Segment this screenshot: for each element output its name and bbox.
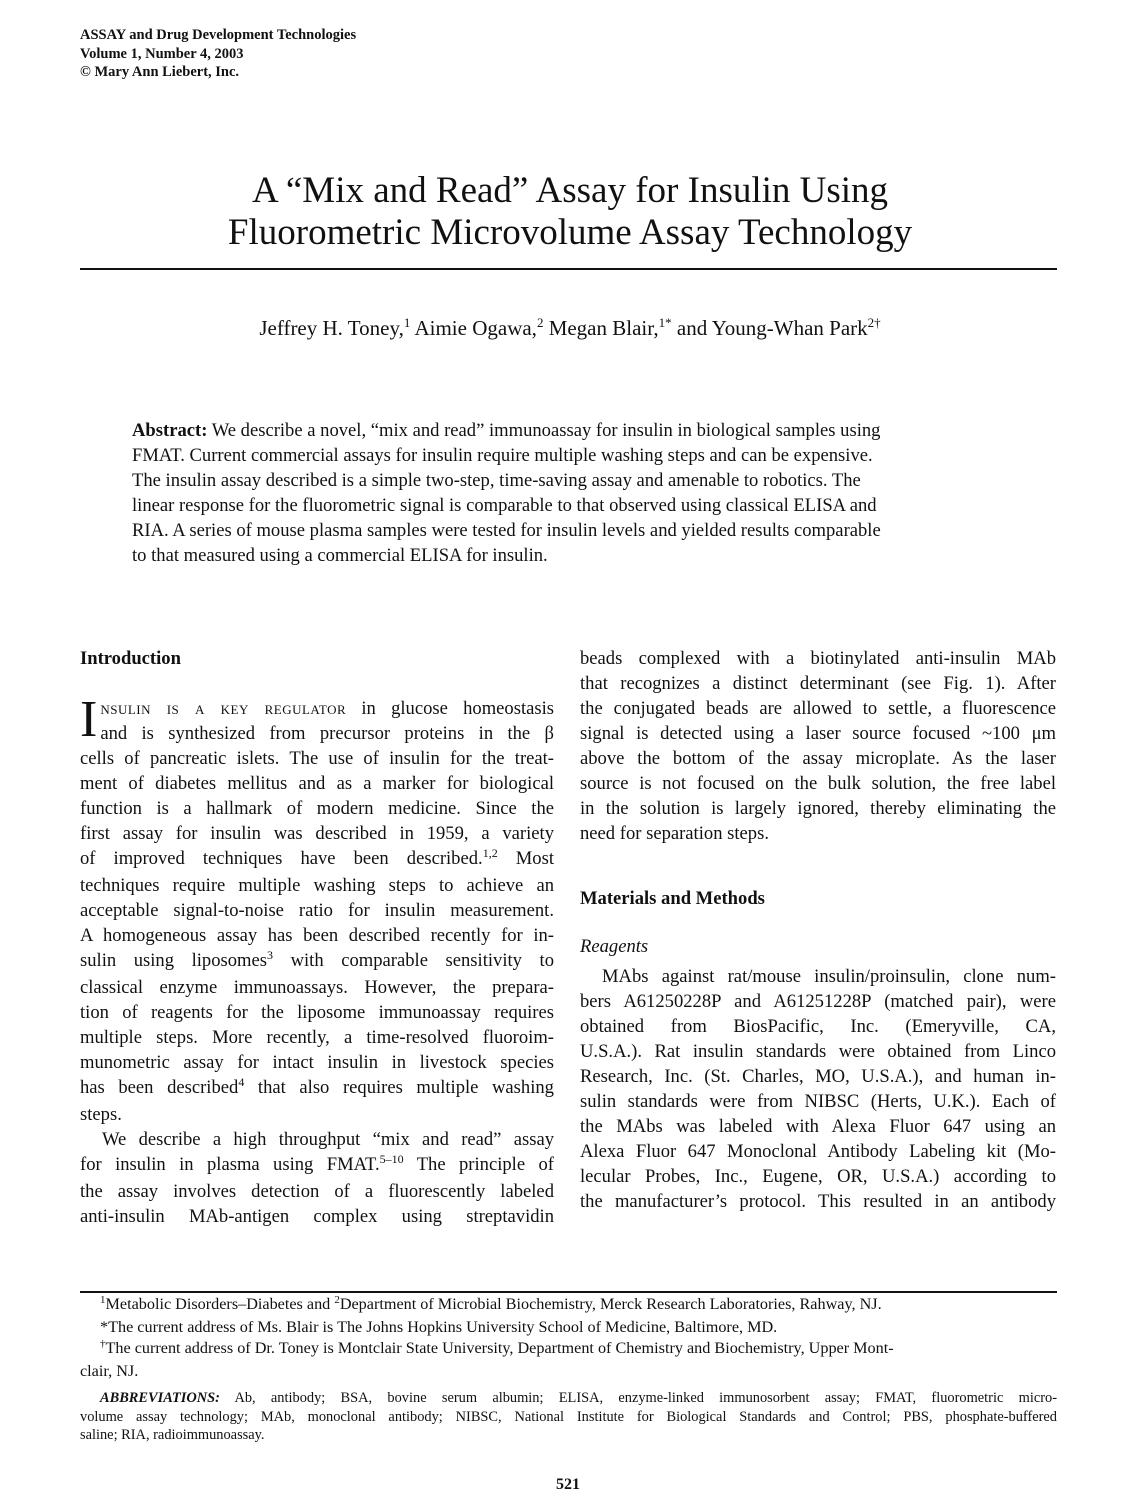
- text-line: beads complexed with a biotinylated anti-insulin MAb: [580, 648, 1056, 669]
- citation-mark: 4: [238, 1075, 245, 1089]
- footnote-mark: 1: [100, 1294, 106, 1306]
- text-line: of improved techniques have been described.: [80, 848, 483, 869]
- journal-volume: Volume 1, Number 4, 2003: [80, 45, 244, 62]
- abstract-line: linear response for the fluorometric signal is comparable to that observed using classical ELISA and: [132, 495, 877, 516]
- text-line: multiple steps. More recently, a time-resolved fluoroim-: [80, 1027, 554, 1048]
- citation-mark: 3: [267, 948, 274, 962]
- author-blair: Megan Blair,: [543, 316, 659, 340]
- text-line: source is not focused on the bulk solution, the free label: [580, 773, 1056, 794]
- text-line: MAbs against rat/mouse insulin/proinsulin, clone num-: [602, 966, 1056, 987]
- text-line: in the solution is largely ignored, thereby eliminating the: [580, 798, 1056, 819]
- column-left: [80, 646, 554, 1229]
- text-line: acceptable signal-to-noise ratio for insulin measurement.: [80, 900, 554, 921]
- abstract-line: FMAT. Current commercial assays for insulin require multiple washing steps and can be expensive.: [132, 445, 873, 466]
- text-line: We describe a high throughput “mix and read” assay: [102, 1129, 554, 1150]
- citation-mark: 5–10: [379, 1152, 404, 1166]
- footnote-mark: †: [100, 1338, 106, 1350]
- intro-continuation: [580, 646, 1056, 846]
- author-ogawa: Aimie Ogawa,: [410, 316, 537, 340]
- text-line: classical enzyme immunoassays. However, the prepara-: [80, 977, 554, 998]
- section-heading-introduction: Introduction: [80, 648, 181, 669]
- intro-paragraph-1: [80, 691, 555, 1127]
- text-line: The principle of: [403, 1154, 554, 1175]
- drop-cap: I: [80, 691, 98, 748]
- abstract-line: to that measured using a commercial ELISA for insulin.: [132, 545, 548, 566]
- text-line: the MAbs was labeled with Alexa Fluor 647 using an: [580, 1116, 1056, 1137]
- title-rule: [80, 268, 1057, 270]
- abbreviations-text: Ab, antibody; BSA, bovine serum albumin; ELISA, enzyme-linked immunosorbent assay; FMAT, fluorometric micro-: [219, 1390, 1057, 1406]
- text-line: ment of diabetes mellitus and as a marker for biological: [80, 773, 554, 794]
- text-line: obtained from BiosPacific, Inc. (Emeryville, CA,: [580, 1016, 1056, 1037]
- abstract-line: RIA. A series of mouse plasma samples were tested for insulin levels and yielded results comparable: [132, 520, 881, 541]
- page-number: 521: [556, 1476, 580, 1493]
- text-line: U.S.A.). Rat insulin standards were obtained from Linco: [580, 1041, 1056, 1062]
- footnote-blair: *The current address of Ms. Blair is The Johns Hopkins University School of Medicine, Baltimore, MD.: [100, 1318, 778, 1336]
- journal-header: [80, 26, 356, 82]
- text-line: techniques require multiple washing steps to achieve an: [80, 875, 554, 896]
- affiliation-mark: 1*: [658, 315, 672, 330]
- text-line: signal is detected using a laser source focused ~100 μm: [580, 723, 1056, 744]
- text-line: and is synthesized from precursor proteins in the β: [100, 723, 554, 744]
- abbreviations-label: ABBREVIATIONS:: [100, 1390, 220, 1406]
- text-line: Research, Inc. (St. Charles, MO, U.S.A.), and human in-: [580, 1066, 1056, 1087]
- footnote-text: Department of Microbial Biochemistry, Merck Research Laboratories, Rahway, NJ.: [339, 1295, 882, 1313]
- title-line-2: Fluorometric Microvolume Assay Technology: [227, 212, 913, 253]
- subsection-heading-reagents: Reagents: [580, 936, 649, 957]
- journal-name: ASSAY and Drug Development Technologies: [80, 27, 357, 43]
- footnote-affiliations: [80, 1294, 1057, 1317]
- text-line: first assay for insulin was described in 1959, a variety: [80, 823, 554, 844]
- author-list: [0, 313, 1140, 346]
- text-line: with comparable sensitivity to: [273, 950, 554, 971]
- text-line: Most: [497, 848, 554, 869]
- text-line: above the bottom of the assay microplate. As the laser: [580, 748, 1056, 769]
- footnote-toney: [80, 1338, 1057, 1361]
- text-line: that also requires multiple washing: [244, 1077, 554, 1098]
- text-line: sulin standards were from NIBSC (Herts, U.K.). Each of: [580, 1091, 1056, 1112]
- text-line: Alexa Fluor 647 Monoclonal Antibody Labeling kit (Mo-: [580, 1141, 1056, 1162]
- footnote-toney-cont: clair, NJ.: [80, 1362, 139, 1380]
- citation-mark: 1,2: [482, 846, 498, 860]
- footnotes: [80, 1294, 1057, 1382]
- footnote-text: Metabolic Disorders–Diabetes and: [105, 1295, 335, 1313]
- abstract: [132, 418, 1008, 568]
- text-line: lecular Probes, Inc., Eugene, OR, U.S.A.) according to: [580, 1166, 1056, 1187]
- text-line: function is a hallmark of modern medicine. Since the: [80, 798, 554, 819]
- section-heading-materials-methods: Materials and Methods: [580, 888, 765, 909]
- text-line: sulin using liposomes: [80, 950, 268, 971]
- text-line: the assay involves detection of a fluorescently labeled: [80, 1181, 554, 1202]
- intro-paragraph-2: [80, 1127, 554, 1229]
- smallcaps-lead: nsulin is a key regulator: [100, 698, 347, 719]
- affiliation-mark: 2: [536, 315, 544, 330]
- column-right: [580, 646, 1056, 1214]
- text-line: the conjugated beads are allowed to settle, a fluorescence: [580, 698, 1056, 719]
- title-line-1: A “Mix and Read” Assay for Insulin Using: [251, 170, 889, 211]
- text-line: for insulin in plasma using FMAT.: [80, 1154, 380, 1175]
- text-line: cells of pancreatic islets. The use of insulin for the treat-: [80, 748, 554, 769]
- abstract-line: The insulin assay described is a simple two-step, time-saving assay and amenable to robotics. The: [132, 470, 861, 491]
- text-line: A homogeneous assay has been described recently for in-: [80, 925, 554, 946]
- abbreviations-text: volume assay technology; MAb, monoclonal antibody; NIBSC, National Institute for Biological Standards and Control; PBS, phosphate-buffered: [80, 1408, 1057, 1425]
- article-title: [0, 170, 1140, 254]
- abbreviations: [80, 1389, 1057, 1445]
- abbreviations-text: saline; RIA, radioimmunoassay.: [80, 1427, 265, 1443]
- text-line: that recognizes a distinct determinant (see Fig. 1). After: [580, 673, 1056, 694]
- text-line: need for separation steps.: [580, 823, 769, 844]
- journal-copyright: © Mary Ann Liebert, Inc.: [80, 64, 240, 80]
- text-line: steps.: [80, 1104, 122, 1125]
- affiliation-mark: 1: [403, 315, 411, 330]
- text-line: anti-insulin MAb-antigen complex using streptavidin: [80, 1206, 554, 1227]
- abstract-line: We describe a novel, “mix and read” immunoassay for insulin in biological samples using: [207, 420, 881, 441]
- affiliation-mark: 2†: [867, 315, 881, 330]
- abstract-label: Abstract:: [132, 420, 208, 441]
- text-line: bers A61250228P and A61251228P (matched pair), were: [580, 991, 1056, 1012]
- text-line: munometric assay for intact insulin in livestock species: [80, 1052, 554, 1073]
- text-line: in glucose homeostasis: [346, 698, 555, 719]
- footnote-mark: 2: [334, 1294, 340, 1306]
- author-park: and Young-Whan Park: [671, 316, 868, 340]
- text-line: the manufacturer’s protocol. This resulted in an antibody: [580, 1191, 1056, 1212]
- text-line: has been described: [80, 1077, 239, 1098]
- footnote-text: The current address of Dr. Toney is Montclair State University, Department of Chemistry and Biochemistry, Upper Mont-: [105, 1339, 894, 1357]
- reagents-paragraph: [580, 964, 1056, 1214]
- author-toney: Jeffrey H. Toney,: [259, 316, 404, 340]
- text-line: tion of reagents for the liposome immunoassay requires: [80, 1002, 554, 1023]
- footnote-rule: [80, 1291, 1057, 1293]
